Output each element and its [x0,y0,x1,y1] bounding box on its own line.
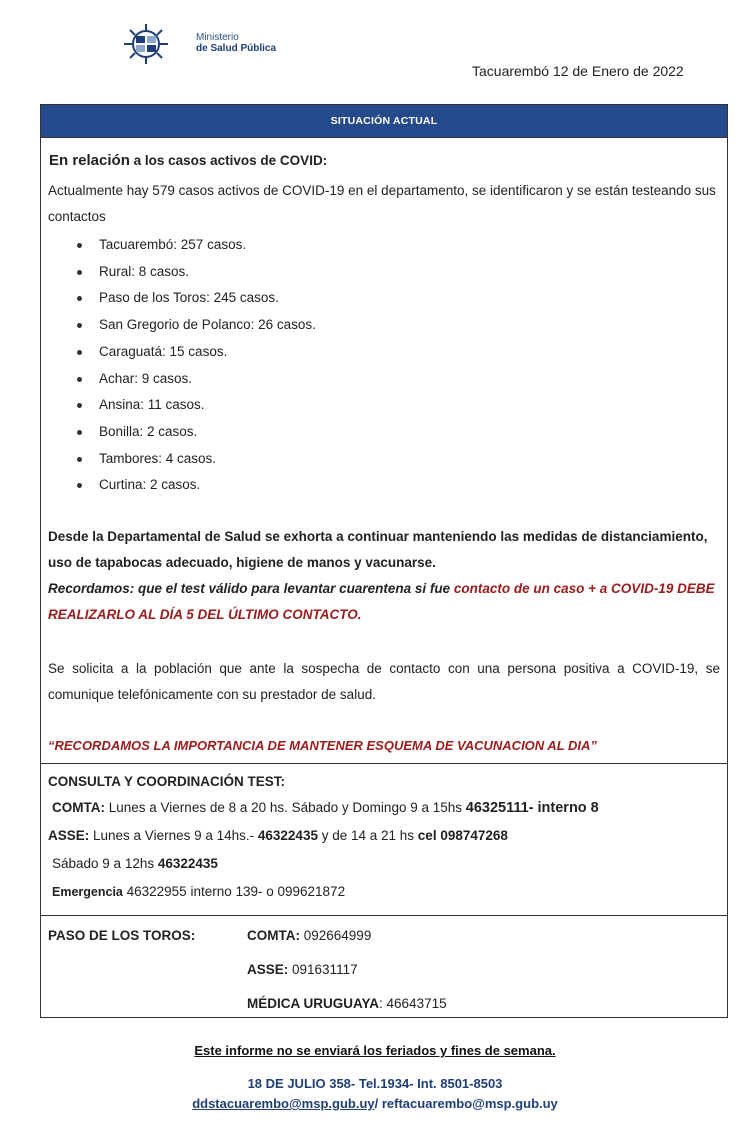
paso-toros-title: PASO DE LOS TOROS: [48,928,196,943]
pt-asse-line [247,962,358,977]
comta-line [52,800,599,816]
footer-notice: Este informe no se enviará los feriados y fines de semana. [194,1043,556,1058]
pt-medica-label: MÉDICA URUGUAYA [247,996,380,1011]
report-table [40,104,728,1018]
consulta-section [41,763,727,916]
email-link-2[interactable]: reftacuarembo@msp.gub.uy [381,1096,558,1111]
document-date: Tacuarembó 12 de Enero de 2022 [472,63,684,79]
locality-item: Achar: 9 casos. [75,366,316,393]
locality-list [75,232,316,499]
comta-label: COMTA: [52,800,105,815]
emergency-label: Emergencia [52,885,123,899]
reminder-highlight: contacto de un caso + a COVID-19 DEBE REALIZARLO AL DÍA 5 DEL ÚLTIMO CONTACTO. [48,581,715,622]
ministry-name [196,32,276,54]
footer-address: 18 DE JULIO 358- Tel.1934- Int. 8501-8503 [247,1076,503,1091]
saturday-hours: Sábado 9 a 12hs [52,856,158,871]
locality-item: Paso de los Toros: 245 casos. [75,285,316,312]
pt-comta-line [247,928,371,943]
reminder-text: Recordamos: que el test válido para levantar cuarentena si fue [48,581,454,596]
reminder-paragraph [48,576,720,628]
comta-phone: 46325111- interno 8 [465,800,599,816]
saturday-phone: 46322435 [157,856,218,871]
email-link-1[interactable]: ddstacuarembo@msp.gub.uy [192,1096,375,1111]
intro-paragraph: Actualmente hay 579 casos activos de COVID-19 en el departamento, se identificaron y se están testeando sus contactos [48,183,716,224]
email-separator: / [374,1096,382,1111]
asse-hours2: y de 14 a 21 hs [317,828,418,843]
pt-comta-label: COMTA: [247,928,300,943]
paso-toros-section [41,915,727,1020]
comta-hours: Lunes a Viernes de 8 a 20 hs. Sábado y Domingo 9 a 15hs [105,800,466,815]
ministry-line1: Ministerio [196,32,239,43]
active-cases-heading [49,152,327,169]
footer-emails [0,1096,750,1111]
pt-asse-value: 091631117 [288,962,358,977]
active-cases-section [41,137,727,764]
locality-item: Rural: 8 casos. [75,259,316,286]
locality-item: Ansina: 11 casos. [75,392,316,419]
ministry-sun-logo [120,22,172,66]
asse-phone1: 46322435 [257,828,318,843]
pt-medica-value: : 46643715 [379,996,447,1011]
request-paragraph: Se solicita a la población que ante la sospecha de contacto con una persona positiva a COVID-19, se comunique telefónicamente con su prestador de salud. [48,661,720,702]
ministry-line2: de Salud Pública [196,43,277,54]
locality-item: Caraguatá: 15 casos. [75,339,316,366]
consulta-title: CONSULTA Y COORDINACIÓN TEST: [48,774,286,789]
pt-medica-line [247,996,447,1011]
asse-cel: cel 098747268 [417,828,508,843]
locality-item: Curtina: 2 casos. [75,472,316,499]
saturday-line [52,856,218,871]
locality-item: Tambores: 4 casos. [75,446,316,473]
locality-item: San Gregorio de Polanco: 26 casos. [75,312,316,339]
pt-comta-value: 092664999 [300,928,372,943]
emergency-value: 46322955 interno 139- o 099621872 [122,884,346,899]
heading-rest: a los casos activos de COVID: [129,153,328,168]
situation-header: SITUACIÓN ACTUAL [41,105,727,137]
exhort-paragraph: Desde la Departamental de Salud se exhorta a continuar manteniendo las medidas de distanciamiento, uso de tapabocas adecuado, higiene de manos y vacunarse. [48,529,708,570]
locality-item: Tacuarembó: 257 casos. [75,232,316,259]
emergency-line [52,884,345,899]
asse-line [48,828,508,843]
vaccination-reminder: “RECORDAMOS LA IMPORTANCIA DE MANTENER ESQUEMA DE VACUNACION AL DIA” [48,738,597,753]
locality-item: Bonilla: 2 casos. [75,419,316,446]
asse-label: ASSE: [48,828,90,843]
heading-big: En relación [49,152,130,169]
asse-hours1: Lunes a Viernes 9 a 14hs.- [89,828,258,843]
pt-asse-label: ASSE: [247,962,289,977]
